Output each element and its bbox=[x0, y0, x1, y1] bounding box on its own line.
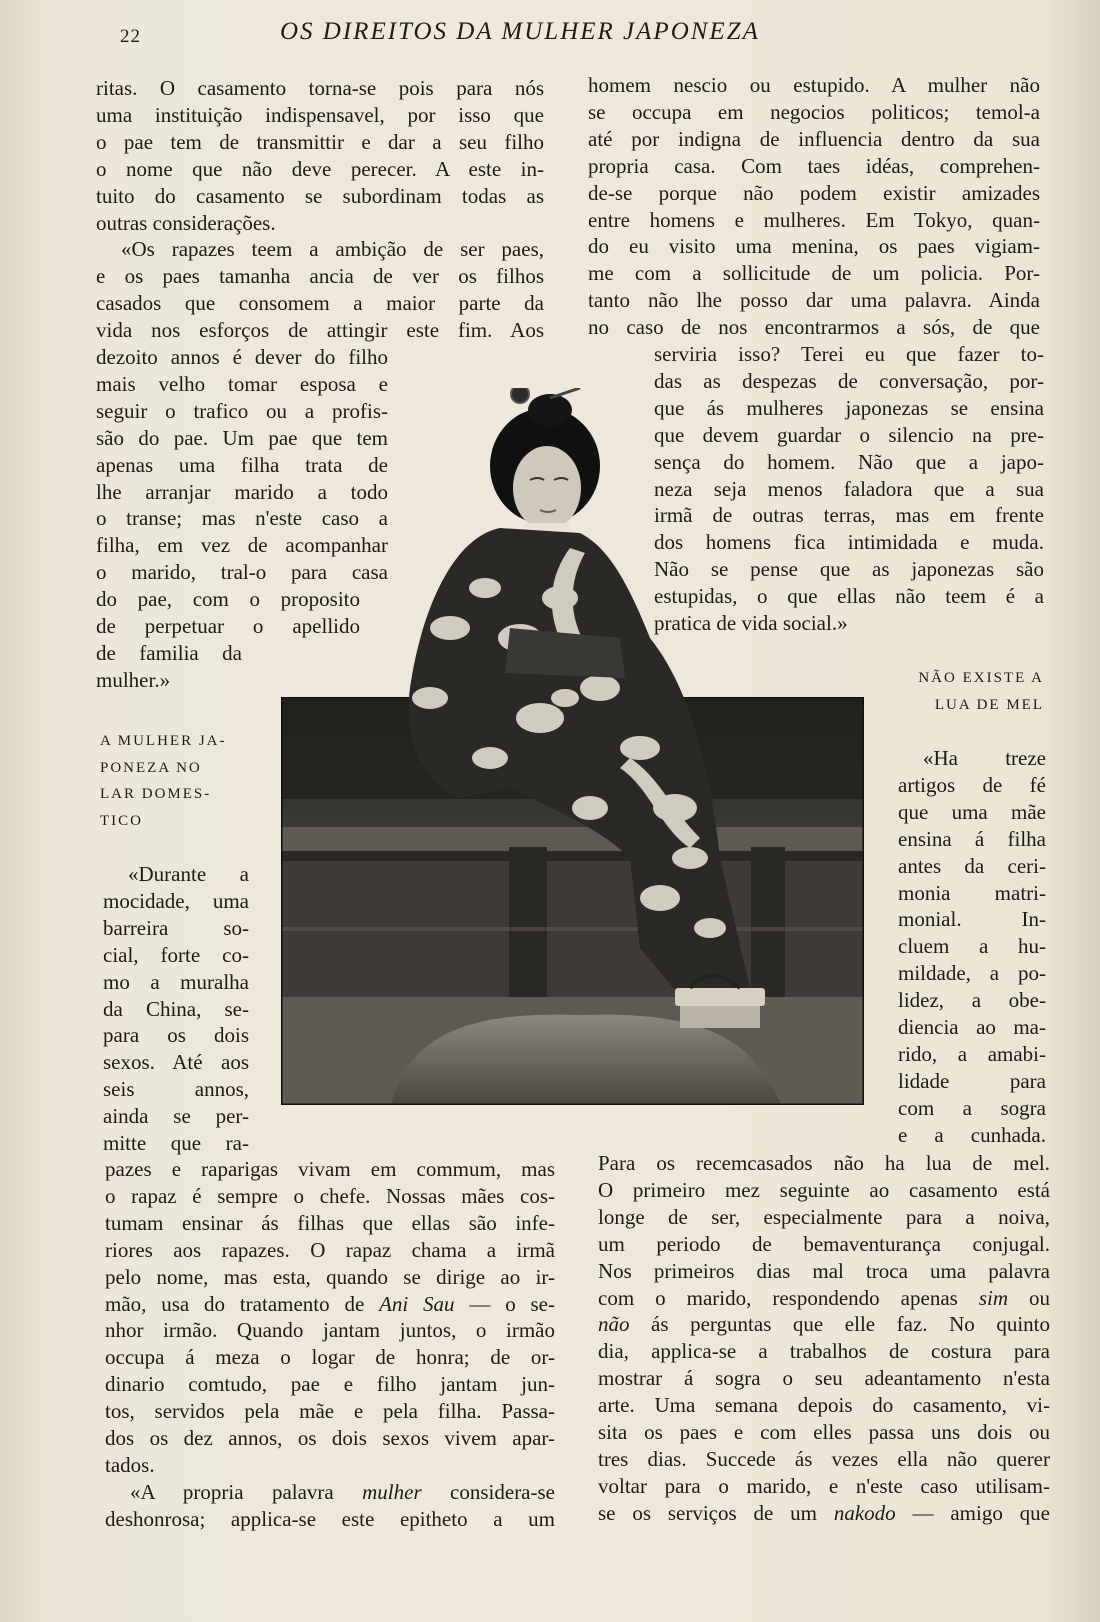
text-line: Para os recemcasados não ha lua de mel. bbox=[598, 1151, 1050, 1175]
text-line: mildade, a po- bbox=[898, 961, 1046, 986]
text-line: se occupa em negocios politicos; temol-a bbox=[588, 99, 1040, 124]
term-nao: não bbox=[598, 1312, 630, 1337]
text-line: nhor irmão. Quando jantam juntos, o irmão bbox=[105, 1318, 555, 1343]
text-line: pratica de vida social.» bbox=[654, 611, 848, 636]
text-line: estupidas, o que ellas não teem é a bbox=[654, 584, 1044, 609]
text-run: com o marido, respondendo apenas bbox=[598, 1285, 979, 1310]
section-heading-lar-domestico bbox=[100, 728, 250, 834]
text-line: antes da ceri- bbox=[898, 853, 1046, 878]
heading-line: LAR DOMES- bbox=[100, 786, 212, 802]
text-run: — o se- bbox=[454, 1291, 555, 1316]
text-line: pelo nome, mas esta, quando se dirige ao ir- bbox=[105, 1264, 555, 1289]
text-run: considera-se bbox=[421, 1479, 555, 1504]
text-run: «A propria palavra bbox=[130, 1479, 363, 1504]
text-line: «Durante a bbox=[128, 862, 249, 886]
text-line: entre homens e mulheres. Em Tokyo, quan- bbox=[588, 207, 1040, 232]
text-line: ainda se per- bbox=[103, 1104, 249, 1129]
text-run: — amigo que bbox=[895, 1500, 1051, 1525]
kimono-figure bbox=[390, 388, 800, 1068]
text-line bbox=[598, 1285, 1050, 1312]
text-line bbox=[598, 1500, 1050, 1527]
text-line bbox=[598, 1311, 1050, 1338]
text-line: O primeiro mez seguinte ao casamento está bbox=[598, 1177, 1050, 1202]
text-line: «Os rapazes teem a ambição de ser paes, bbox=[121, 237, 544, 262]
text-line: tres dias. Succede ás vezes ella não querer bbox=[598, 1446, 1050, 1471]
text-line: uma instituição indispensavel, por isso que bbox=[96, 102, 544, 127]
text-line: um periodo de bemaventurança conjugal. bbox=[598, 1231, 1050, 1256]
text-line: lidade para bbox=[898, 1068, 1046, 1093]
text-line: homem nescio ou estupido. A mulher não bbox=[588, 73, 1040, 97]
text-line: cial, forte co- bbox=[103, 942, 249, 967]
left-narrow-text bbox=[103, 861, 249, 1157]
term-ani-sau: Ani Sau bbox=[379, 1291, 455, 1316]
right-narrow-text bbox=[898, 745, 1046, 1149]
text-line: tuito do casamento se subordinam todas as bbox=[96, 183, 544, 208]
text-line: apenas uma filha trata de bbox=[96, 452, 388, 477]
text-line: o nome que não deve perecer. A este in- bbox=[96, 156, 544, 181]
text-line: seguir o trafico ou a profis- bbox=[96, 398, 388, 423]
text-line: e os paes tamanha ancia de ver os filhos bbox=[96, 264, 544, 289]
text-line: que uma mãe bbox=[898, 799, 1046, 824]
text-line: até por indigna de influencia dentro da sua bbox=[588, 126, 1040, 151]
text-line: diencia ao ma- bbox=[898, 1015, 1046, 1040]
text-line: barreira so- bbox=[103, 915, 249, 940]
text-line: dinario comtudo, pae e filho jantam jun- bbox=[105, 1372, 555, 1397]
text-line: o marido, tral-o para casa bbox=[96, 560, 388, 585]
kimono bbox=[409, 528, 750, 1008]
text-line: rido, a amabi- bbox=[898, 1041, 1046, 1066]
text-line: filha, em vez de acompanhar bbox=[96, 533, 388, 558]
text-line: Não se pense que as japonezas são bbox=[654, 557, 1044, 582]
text-line: casados que consomem a maior parte da bbox=[96, 291, 544, 316]
text-line: longe de ser, especialmente para a noiva, bbox=[598, 1204, 1050, 1229]
text-line: mocidade, uma bbox=[103, 888, 249, 913]
text-line: serviria isso? Terei eu que fazer to- bbox=[654, 342, 1044, 366]
text-line: das as despezas de conversação, por- bbox=[654, 368, 1044, 393]
text-line bbox=[105, 1479, 555, 1506]
text-line: da China, se- bbox=[103, 996, 249, 1021]
text-line: tos, servidos pela mãe e pela filha. Passa- bbox=[105, 1399, 555, 1424]
text-line: mitte que ra- bbox=[103, 1131, 249, 1156]
text-line: monia matri- bbox=[898, 880, 1046, 905]
section-heading-lua-de-mel bbox=[880, 665, 1044, 718]
text-line: mo a muralha bbox=[103, 969, 249, 994]
left-top-text bbox=[96, 75, 544, 344]
text-line bbox=[105, 1291, 555, 1318]
text-line: de perpetuar o apellido bbox=[96, 614, 360, 639]
text-line: no caso de nos encontrarmos a sós, de que bbox=[588, 315, 1040, 340]
text-line: dia, applica-se a trabalhos de costura para bbox=[598, 1339, 1050, 1364]
heading-line: A MULHER JA- bbox=[100, 733, 227, 749]
text-line: tumam ensinar ás filhas que ellas são infe- bbox=[105, 1210, 555, 1235]
text-run: ou bbox=[1008, 1285, 1050, 1310]
text-line: que ás mulheres japonezas se ensina bbox=[654, 395, 1044, 420]
text-line: artigos de fé bbox=[898, 772, 1046, 797]
text-line: propria casa. Com taes idéas, comprehen- bbox=[588, 153, 1040, 178]
heading-line: LUA DE MEL bbox=[934, 696, 1044, 713]
text-line: voltar para o marido, e n'este caso utilisam- bbox=[598, 1473, 1050, 1498]
text-line: de-se porque não podem existir amizades bbox=[588, 180, 1040, 205]
text-line: tanto não lhe posso dar uma palavra. Ainda bbox=[588, 288, 1040, 313]
text-line: sita os paes e com elles passa uns dois ou bbox=[598, 1420, 1050, 1445]
text-line: dos homens fica intimidada e muda. bbox=[654, 530, 1044, 555]
heading-line: TICO bbox=[100, 812, 143, 829]
term-mulher: mulher bbox=[362, 1479, 422, 1504]
text-run: se os serviços de um bbox=[598, 1500, 834, 1525]
text-line: e a cunhada. bbox=[898, 1122, 1046, 1147]
text-line: do pae, com o proposito bbox=[96, 587, 360, 612]
text-line: pazes e raparigas vivam em commum, mas bbox=[105, 1157, 555, 1181]
text-run: ás perguntas que elle faz. No quinto bbox=[629, 1312, 1050, 1337]
text-line: vida nos esforços de attingir este fim. Aos bbox=[96, 318, 544, 343]
text-line: dos os dez annos, os dois sexos vivem apar- bbox=[105, 1426, 555, 1451]
text-line: dezoito annos é dever do filho bbox=[96, 345, 388, 369]
text-line: monial. In- bbox=[898, 907, 1046, 932]
heading-line: PONEZA NO bbox=[100, 759, 202, 776]
page-number: 22 bbox=[120, 26, 141, 47]
text-line: irmã de outras terras, mas em frente bbox=[654, 503, 1044, 528]
text-line: sexos. Até aos bbox=[103, 1050, 249, 1075]
text-line: occupa á meza o logar de honra; de or- bbox=[105, 1345, 555, 1370]
text-line: com a sogra bbox=[898, 1095, 1046, 1120]
text-line: ensina á filha bbox=[898, 826, 1046, 851]
text-line: para os dois bbox=[103, 1023, 249, 1048]
text-line: sença do homem. Não que a japo- bbox=[654, 449, 1044, 474]
term-sim: sim bbox=[978, 1285, 1008, 1310]
text-line: neza seja menos faladora que a sua bbox=[654, 476, 1044, 501]
text-line: do eu visito uma menina, os paes vigiam- bbox=[588, 234, 1040, 259]
left-wrap-text bbox=[96, 344, 388, 694]
text-line: lidez, a obe- bbox=[898, 988, 1046, 1013]
text-line: mais velho tomar esposa e bbox=[96, 371, 388, 396]
right-bottom-text bbox=[598, 1150, 1050, 1527]
text-line: o transe; mas n'este caso a bbox=[96, 506, 388, 531]
heading-line: NÃO EXISTE A bbox=[918, 670, 1044, 686]
text-line: arte. Uma semana depois do casamento, vi- bbox=[598, 1393, 1050, 1418]
text-line: riores aos rapazes. O rapaz chama a irmã bbox=[105, 1237, 555, 1262]
text-line: mostrar á sogra o seu adeantamento n'esta bbox=[598, 1366, 1050, 1391]
text-line: são do pae. Um pae que tem bbox=[96, 425, 388, 450]
text-line: Nos primeiros dias mal troca uma palavra bbox=[598, 1258, 1050, 1283]
right-top-text bbox=[588, 72, 1040, 341]
left-bottom-text bbox=[105, 1156, 555, 1533]
text-line: que devem guardar o silencio na pre- bbox=[654, 422, 1044, 447]
text-line: outras considerações. bbox=[96, 210, 276, 235]
text-line: lhe arranjar marido a todo bbox=[96, 479, 388, 504]
text-line: deshonrosa; applica-se este epitheto a um bbox=[105, 1506, 555, 1531]
text-line: o rapaz é sempre o chefe. Nossas mães cos- bbox=[105, 1183, 555, 1208]
text-line: tados. bbox=[105, 1452, 155, 1477]
text-line: «Ha treze bbox=[923, 746, 1046, 770]
face bbox=[513, 446, 581, 530]
text-line: cluem a hu- bbox=[898, 934, 1046, 959]
text-run: mão, usa do tratamento de bbox=[105, 1291, 380, 1316]
text-line: de familia da bbox=[96, 640, 242, 665]
text-line: seis annos, bbox=[103, 1077, 249, 1102]
term-nakodo: nakodo bbox=[833, 1500, 896, 1525]
text-line: o pae tem de transmittir e dar a seu filho bbox=[96, 129, 544, 154]
geta-sandal bbox=[675, 988, 765, 1006]
running-title: OS DIREITOS DA MULHER JAPONEZA bbox=[280, 18, 760, 45]
text-line: me com a sollicitude de um policia. Por- bbox=[588, 261, 1040, 286]
text-line: ritas. O casamento torna-se pois para nós bbox=[96, 76, 544, 100]
text-line: mulher.» bbox=[96, 667, 171, 692]
